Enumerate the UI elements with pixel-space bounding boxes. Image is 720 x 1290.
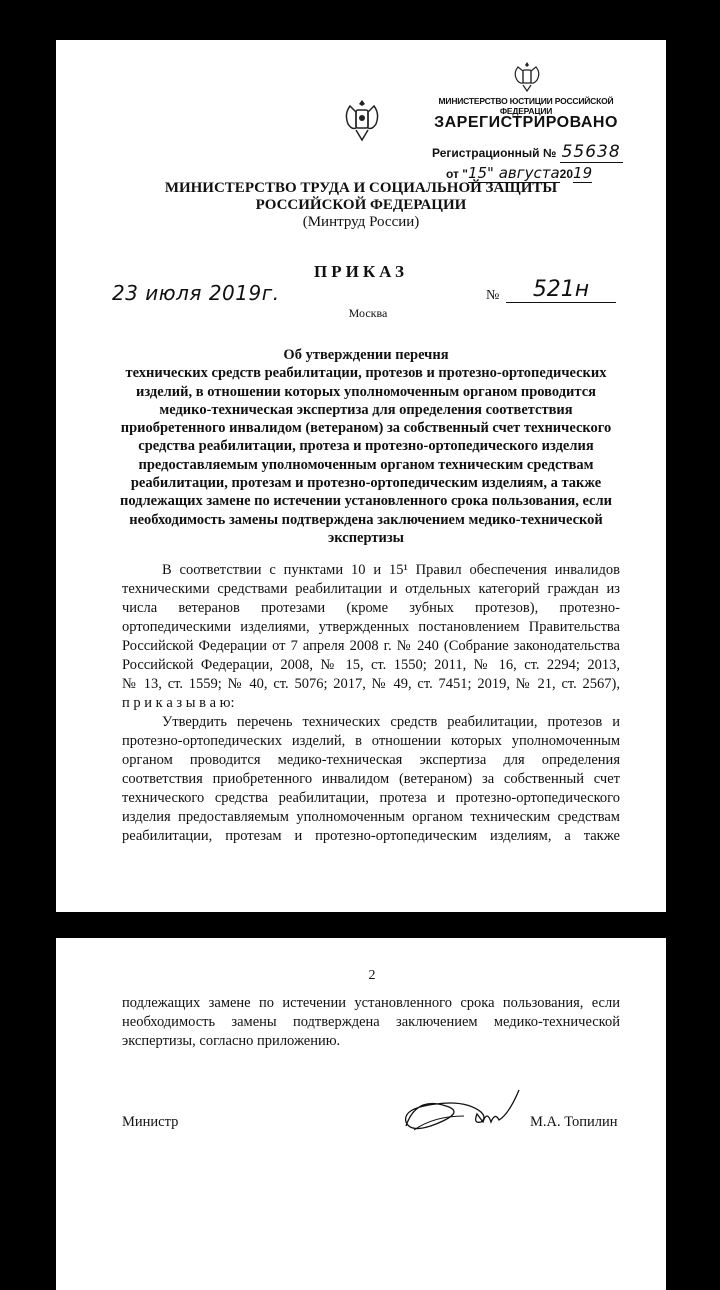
ministry-short-name: (Минтруд России): [302, 214, 420, 230]
subject-line: Об утверждении перечня: [283, 347, 449, 363]
subject-line: изделий, в отношении которых уполномоченным органом проводится: [135, 383, 596, 400]
stamp-ministry: МИНИСТЕРСТВО ЮСТИЦИИ РОССИЙСКОЙ ФЕДЕРАЦИИ: [438, 96, 614, 116]
text-line: протезно-ортопедических изделий, в отношении которых уполномоченным: [122, 733, 620, 749]
text-line: числа ветеранов протезами (кроме зубных протезов), протезно-: [122, 600, 620, 616]
document-page-1: [56, 40, 666, 912]
text-line: п р и к а з ы в а ю:: [122, 695, 235, 711]
paragraph-continuation: [122, 994, 620, 1051]
text-line: ортопедическими изделиями, утвержденных постановлением Правительства: [122, 619, 620, 635]
text-line: подлежащих замене по истечении установленного срока пользования, если: [122, 995, 620, 1011]
text-line: реабилитации, протезам и протезно-ортопедическим изделиям, а также: [122, 828, 620, 844]
signer-name: М.А. Топилин: [530, 1114, 618, 1130]
order-subject: [116, 346, 616, 547]
order-title: ПРИКАЗ: [314, 262, 408, 281]
order-number-label: №: [486, 288, 500, 303]
subject-line: приобретенного инвалидом (ветераном) за собственный счет технического: [120, 420, 612, 437]
order-city: Москва: [348, 306, 388, 320]
text-line: № 13, ст. 1559; № 40, ст. 5076; 2017, № 49, ст. 7451; 2019, № 21, ст. 2567),: [122, 676, 620, 692]
text-line: органом проводится медико-техническая экспертиза для определения: [122, 752, 620, 768]
subject-line: реабилитации, протезам и протезно-ортопедическим изделиям, а также: [130, 475, 602, 492]
text-line: технического средства реабилитации, протеза и протезно-ортопедического: [122, 790, 620, 806]
order-number: 521н: [506, 278, 616, 303]
stamp-year-suffix: 19: [573, 164, 593, 182]
text-line: необходимость замены подтверждена заключением медико-технической: [122, 1014, 620, 1030]
stamp-year-prefix: 20: [559, 167, 574, 181]
text-line: изделия предоставляемым уполномоченным органом техническим средствам: [122, 809, 620, 825]
subject-line: экспертизы: [328, 529, 404, 546]
text-line: техническими средствами реабилитации и отдельных категорий граждан из: [122, 581, 620, 597]
stamp-registration-line: [432, 142, 624, 162]
document-page-2: [56, 938, 666, 1290]
page-number: 2: [368, 968, 376, 983]
text-line: Утвердить перечень технических средств реабилитации, протезов и: [162, 714, 620, 730]
paragraph-approval: [122, 713, 620, 846]
coat-of-arms-icon: [342, 96, 382, 144]
text-line: Российской Федерации от 7 апреля 2008 г. № 240 (Собрание законодательства: [122, 638, 620, 654]
order-date: 23 июля 2019г.: [112, 281, 280, 305]
text-line: экспертизы, согласно приложению.: [122, 1033, 341, 1049]
subject-line: необходимость замены подтверждена заключением медико-технической: [129, 511, 603, 528]
stamp-emblem-icon: [512, 60, 542, 92]
paragraph-legal-basis: [122, 561, 620, 713]
signature-icon: [396, 1086, 536, 1146]
stamp-reg-number: 55638: [561, 142, 621, 162]
stamp-registered: ЗАРЕГИСТРИРОВАНО: [434, 114, 618, 131]
subject-line: подлежащих замене по истечении установленного срока пользования, если: [120, 493, 612, 510]
text-line: В соответствии с пунктами 10 и 15¹ Правил обеспечения инвалидов: [162, 562, 620, 578]
subject-line: предоставляемым уполномоченным органом техническим средствам: [138, 456, 594, 473]
ministry-name-line2: РОССИЙСКОЙ ФЕДЕРАЦИИ: [255, 197, 467, 213]
subject-line: средства реабилитации, протеза и протезно-ортопедического изделия: [138, 438, 594, 455]
stamp-date-day-month: 15" августа: [467, 164, 560, 182]
subject-line: медико-техническая экспертиза для определения соответствия: [159, 401, 573, 418]
registration-stamp: [428, 54, 624, 184]
text-line: Российской Федерации, 2008, № 15, ст. 1550; 2011, № 16, ст. 2294; 2013,: [122, 657, 620, 673]
subject-line: технических средств реабилитации, протезов и протезно-ортопедических: [125, 365, 607, 382]
signer-title: Министр: [122, 1114, 179, 1130]
ministry-name-line1: МИНИСТЕРСТВО ТРУДА И СОЦИАЛЬНОЙ ЗАЩИТЫ: [164, 180, 558, 196]
stamp-date-prefix: от ": [446, 167, 468, 181]
text-line: соответствия приобретенного инвалидом (ветераном) за собственный счет: [122, 771, 620, 787]
stamp-reg-label: Регистрационный №: [432, 146, 557, 160]
